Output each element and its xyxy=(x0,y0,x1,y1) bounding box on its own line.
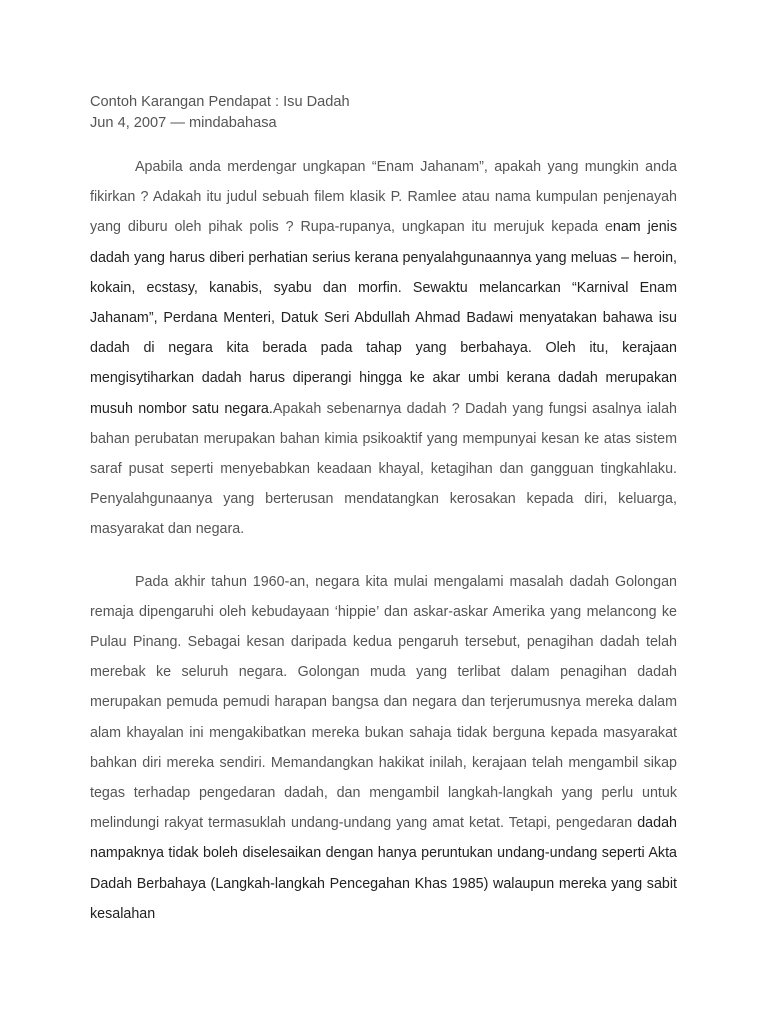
paragraph-2-segment-1: Pada akhir tahun 1960-an, negara kita mulai mengalami masalah dadah Golongan remaja dipengaruhi oleh kebudayaan ‘hippie’ dan askar-askar Amerika yang melancong ke Pulau Pinang. Sebagai kesan daripada kedua pengaruh tersebut, penagihan dadah telah merebak ke seluruh negara. Golongan muda yang terlibat dalam penagihan dadah merupakan pemuda pemudi harapan bangsa dan negara dan terjerumusnya mereka dalam alam khayalan ini mengakibatkan mereka bukan sahaja tidak berguna kepada masyarakat bahkan diri mereka sendiri. Memandangkan hakikat inilah, kerajaan telah mengambil sikap tegas terhadap pengedaran dadah, dan mengambil langkah-langkah yang perlu untuk melindungi rakyat termasuklah undang-undang yang amat ketat. Tetapi, pengedaran xyxy=(90,573,677,832)
paragraph-1-segment-3: Apakah sebenarnya dadah ? Dadah yang fungsi asalnya ialah bahan perubatan merupakan bahan kimia psikoaktif yang mempunyai kesan ke atas sistem saraf pusat seperti menyebabkan keadaan khayal, ketagihan dan gangguan tingkahlaku. Penyalahgunaanya yang berterusan mendatangkan kerosakan kepada diri, keluarga, masyarakat dan negara. xyxy=(90,400,677,538)
paragraph-2-segment-2: dadah nampaknya tidak boleh diselesaikan dengan hanya peruntukan undang-undang seperti Akta Dadah Berbahaya (Langkah-langkah Pencegahan Khas 1985) walaupun mereka yang sabit kesalahan xyxy=(90,815,677,922)
document-title: Contoh Karangan Pendapat : Isu Dadah xyxy=(90,94,350,110)
paragraph-1-segment-1: Apabila anda merdengar ungkapan “Enam Jahanam”, apakah yang mungkin anda fikirkan ? Adakah itu judul sebuah filem klasik P. Ramlee atau nama kumpulan penjenayah yang diburu oleh pihak polis ? Rupa-rupanya, ungkapan itu merujuk kepada e xyxy=(90,159,677,236)
document-byline: Jun 4, 2007 — mindabahasa xyxy=(90,115,277,131)
paragraph-1 xyxy=(90,152,677,545)
paragraph-2 xyxy=(90,567,677,929)
paragraph-1-segment-2: nam jenis dadah yang harus diberi perhatian serius kerana penyalahgunaannya yang meluas – heroin, kokain, ecstasy, kanabis, syabu dan morfin. Sewaktu melancarkan “Karnival Enam Jahanam”, Perdana Menteri, Datuk Seri Abdullah Ahmad Badawi menyatakan bahawa isu dadah di negara kita berada pada tahap yang berbahaya. Oleh itu, kerajaan mengisytiharkan dadah harus diperangi hingga ke akar umbi kerana dadah merupakan musuh nombor satu negara. xyxy=(90,219,677,417)
document-page xyxy=(90,92,677,929)
